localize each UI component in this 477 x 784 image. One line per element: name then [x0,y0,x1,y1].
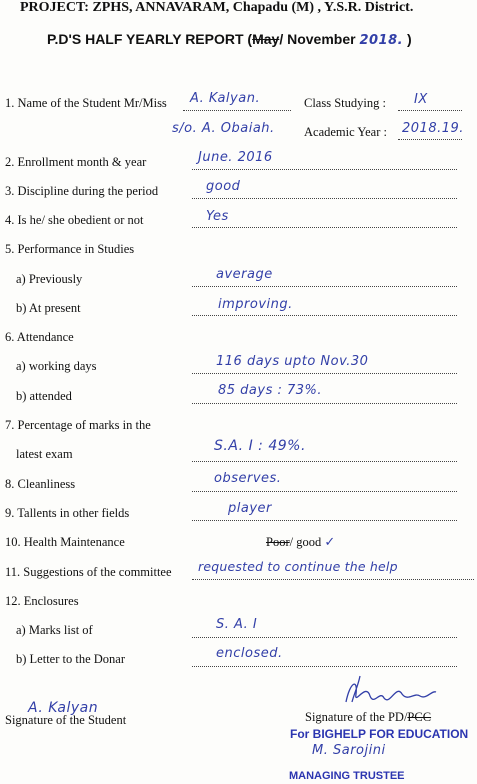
stamp-signature: M. Sarojini [312,743,386,758]
suggestions-label: 11. Suggestions of the committee [5,565,172,579]
stamp-organisation: For BIGHELP FOR EDUCATION [290,727,469,741]
report-title [47,31,412,48]
marks-list-label: a) Marks list of [16,623,93,637]
working-days-value: 116 days upto Nov.30 [216,354,369,369]
cleanliness-value: observes. [214,471,282,486]
report-title-prefix: P.D'S HALF YEARLY REPORT ( [47,31,253,47]
present-label: b) At present [16,301,81,315]
stamp-title: MANAGING TRUSTEE [289,770,405,782]
previously-value: average [216,267,273,282]
performance-label: 5. Performance in Studies [5,242,135,256]
attended-value: 85 days : 73%. [218,383,323,398]
letter-label: b) Letter to the Donar [16,652,125,666]
attendance-label: 6. Attendance [5,330,74,344]
attended-label: b) attended [16,389,72,403]
report-title-november: / November [279,31,356,47]
health-label: 10. Health Maintenance [5,535,125,549]
marks-value: S.A. I : 49%. [214,438,306,454]
pd-signature-label-text: Signature of the PD/ [305,710,408,724]
student-signature: A. Kalyan [28,700,99,716]
marks-label-line1: 7. Percentage of marks in the [5,418,151,432]
health-options [266,535,336,550]
project-heading: PROJECT: ZPHS, ANNAVARAM, Chapadu (M) , Y.S.R. District. [20,0,414,15]
enclosures-label: 12. Enclosures [5,594,79,608]
enrollment-value: June. 2016 [198,150,273,165]
pd-signature-label [305,710,431,725]
discipline-value: good [206,179,241,194]
pd-signature-label-pcc: PCC [407,710,432,724]
marks-label-line2: latest exam [16,447,73,461]
report-year: 2018. [359,33,404,48]
marks-list-value: S. A. I [216,617,258,632]
previously-label: a) Previously [16,272,83,286]
name-value: A. Kalyan. [190,91,261,106]
student-signature-label: Signature of the Student [5,713,127,727]
discipline-label: 3. Discipline during the period [5,184,159,198]
class-value: IX [414,92,428,107]
obedient-label: 4. Is he/ she obedient or not [5,213,144,227]
name-label: 1. Name of the Student Mr/Miss [5,96,167,110]
health-good-option: / good [289,535,322,549]
report-title-may: May [252,31,280,47]
talents-label: 9. Tallents in other fields [5,506,130,520]
talents-value: player [228,501,272,516]
health-poor-option: Poor [266,535,290,549]
father-name-value: s/o. A. Obaiah. [172,121,275,136]
academic-year-label: Academic Year : [304,125,387,139]
letter-value: enclosed. [216,646,283,661]
obedient-value: Yes [206,209,229,224]
suggestions-value: requested to continue the help [198,559,398,574]
health-tick: ✓ [324,535,336,550]
academic-year-value: 2018.19. [402,121,464,136]
present-value: improving. [218,297,293,312]
report-title-close: ) [406,31,412,47]
cleanliness-label: 8. Cleanliness [5,477,76,491]
working-days-label: a) working days [16,359,97,373]
class-label: Class Studying : [304,96,386,110]
enrollment-label: 2. Enrollment month & year [5,155,147,169]
pd-signature [340,672,450,712]
